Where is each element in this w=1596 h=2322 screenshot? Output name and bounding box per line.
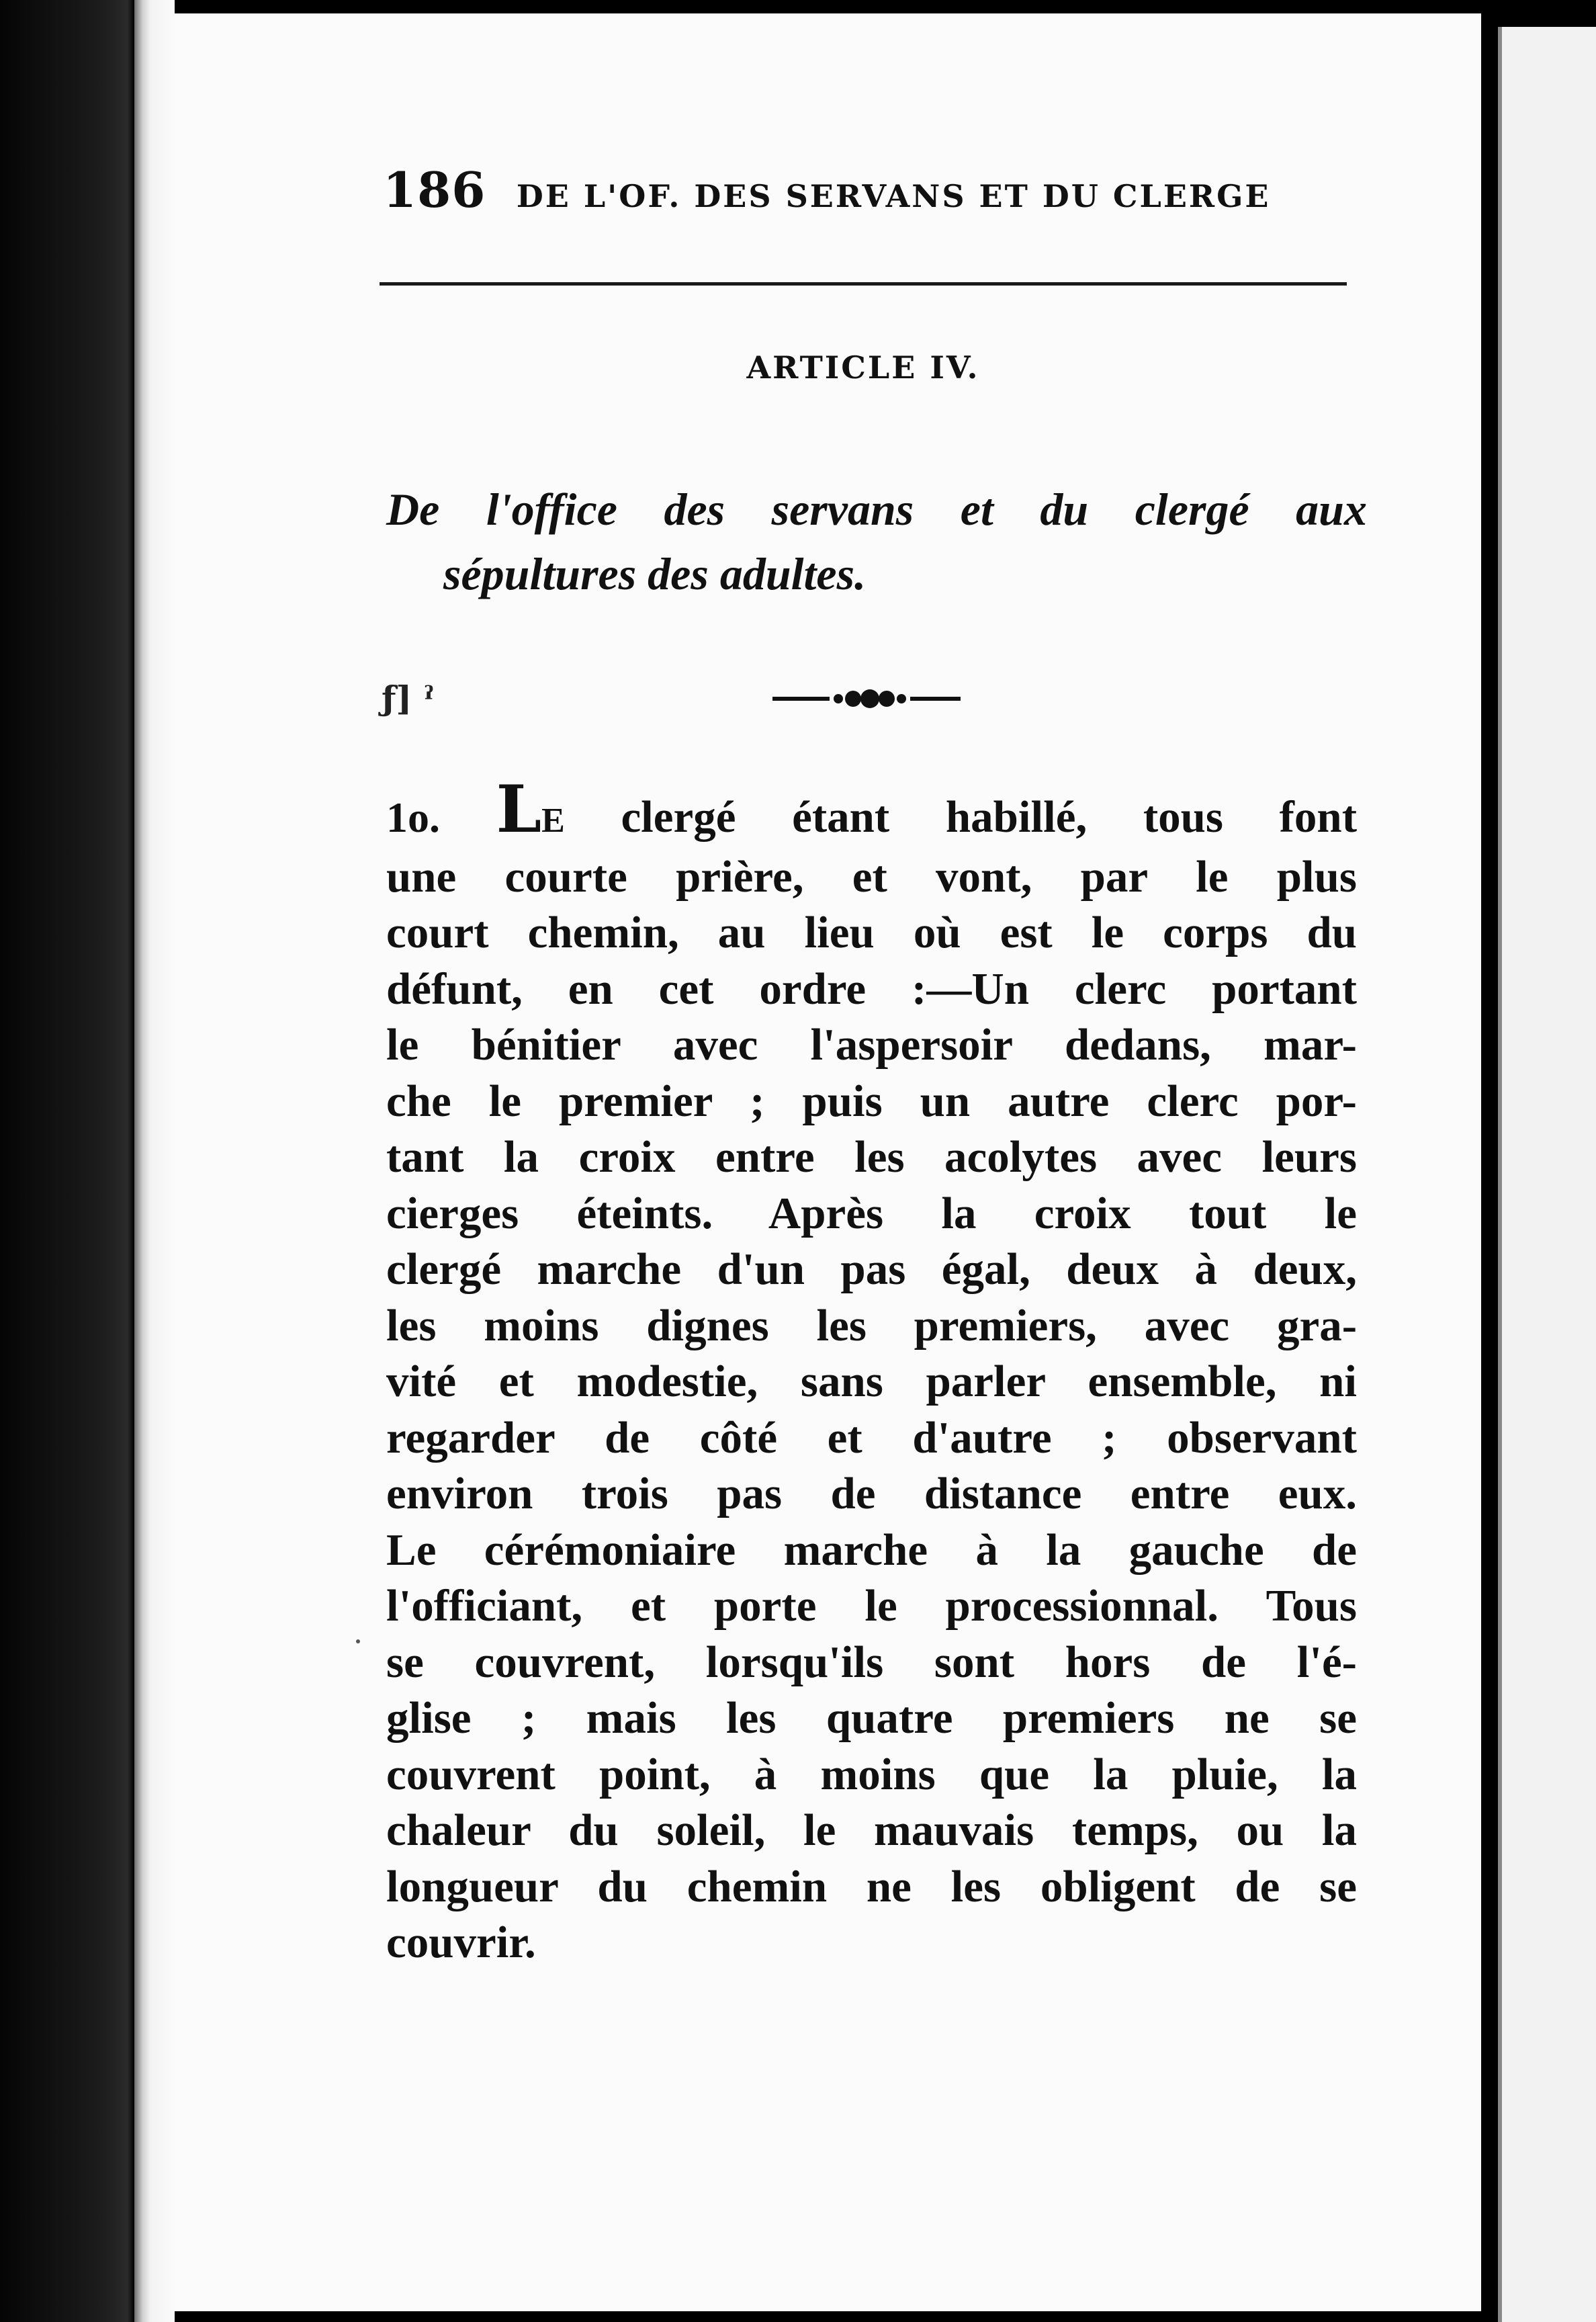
- book-binding-gutter: [0, 0, 134, 2322]
- article-subtitle-line-2: sépultures des adultes.: [443, 548, 867, 599]
- paragraph-first-line: [386, 771, 1358, 849]
- first-line-text: clergé étant habillé, tous font: [621, 792, 1358, 842]
- text-line: cierges éteints. Après la croix tout le: [386, 1188, 1357, 1238]
- paragraph-last-line: couvrir.: [386, 1918, 536, 1967]
- running-header: [383, 161, 1323, 218]
- paragraph-body: [386, 771, 1358, 1971]
- running-title: DE L'OF. DES SERVANS ET DU CLERGE: [516, 178, 1271, 214]
- text-line: chaleur du soleil, le mauvais temps, ou la: [386, 1805, 1357, 1855]
- text-line: Le cérémoniaire marche à la gauche de: [386, 1524, 1357, 1575]
- text-line: che le premier ; puis un autre clerc por-: [386, 1076, 1357, 1126]
- page-number: 186: [383, 161, 486, 218]
- text-line: le bénitier avec l'aspersoir dedans, mar-: [386, 1020, 1357, 1070]
- text-line: les moins dignes les premiers, avec gra-: [386, 1300, 1357, 1350]
- page-edge-shadow: [134, 0, 175, 2322]
- text-line: clergé marche d'un pas égal, deux à deux,: [386, 1244, 1357, 1294]
- text-line: environ trois pas de distance entre eux.: [386, 1469, 1357, 1518]
- text-line: regarder de côté et d'autre ; observant: [386, 1412, 1357, 1463]
- text-line: se couvrent, lorsqu'ils sont hors de l'é-: [386, 1637, 1357, 1687]
- text-line: couvrent point, à moins que la pluie, la: [386, 1749, 1357, 1799]
- dash-ornament-icon: [766, 685, 967, 712]
- text-line: l'officiant, et porte le processionnal. Tous: [386, 1581, 1357, 1631]
- drop-cap-continuation: E: [541, 802, 565, 840]
- page-right-edge: [1481, 0, 1498, 2322]
- text-line: une courte prière, et vont, par le plus: [386, 851, 1357, 902]
- text-line: défunt, en cet ordre :—Un clerc portant: [386, 963, 1357, 1014]
- drop-cap: L: [496, 771, 542, 847]
- header-rule: [380, 282, 1347, 286]
- text-line: longueur du chemin ne les obligent de se: [386, 1861, 1357, 1911]
- article-heading: ARTICLE IV.: [746, 349, 980, 386]
- text-line: court chemin, au lieu où est le corps du: [386, 908, 1357, 957]
- text-line: vité et modestie, sans parler ensemble, ni: [386, 1357, 1357, 1406]
- margin-mark: ƒ] ˀ: [382, 679, 435, 718]
- paragraph-number: 1o.: [386, 793, 440, 841]
- adjacent-page-edge: [1498, 27, 1596, 2322]
- ink-speck: [356, 1639, 360, 1643]
- article-subtitle-line-1: De l'office des servans et du clergé aux: [386, 484, 1367, 535]
- adjacent-page-shadow: [1498, 27, 1502, 2322]
- text-line: tant la croix entre les acolytes avec leurs: [386, 1132, 1357, 1182]
- text-line: glise ; mais les quatre premiers ne se: [386, 1693, 1357, 1743]
